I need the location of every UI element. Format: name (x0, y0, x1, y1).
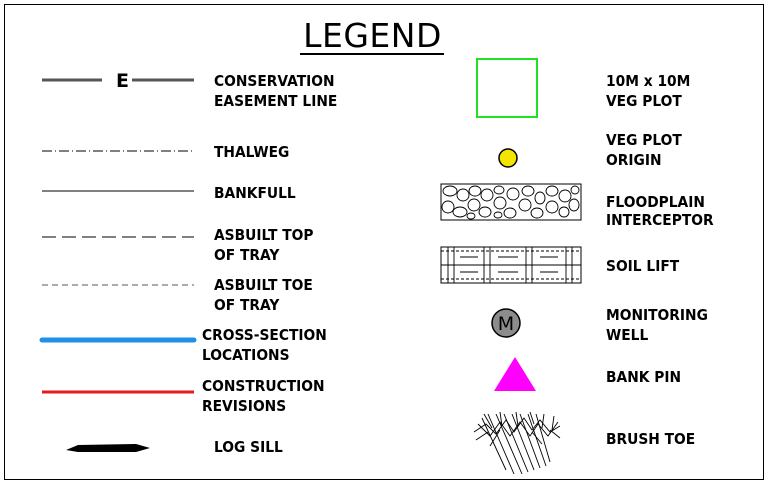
bankfull-line-symbol (38, 183, 198, 199)
cross-section-line-symbol (38, 332, 198, 348)
construction-label-2: REVISIONS (202, 397, 287, 415)
cross-section-label-1: CROSS-SECTION (202, 326, 327, 344)
veg-plot-label-2: VEG PLOT (606, 92, 682, 110)
veg-plot-origin-label-1: VEG PLOT (606, 131, 682, 149)
veg-plot-origin-circle-symbol (496, 146, 520, 170)
floodplain-label-1: FLOODPLAIN (606, 193, 705, 211)
asbuilt-top-label-1: ASBUILT TOP (214, 226, 314, 244)
log-sill-label: LOG SILL (214, 438, 283, 456)
asbuilt-top-label-2: OF TRAY (214, 246, 280, 264)
easement-marker-label: E (116, 70, 129, 92)
soil-lift-label: SOIL LIFT (606, 257, 680, 275)
thalweg-line-symbol (38, 143, 198, 159)
bank-pin-triangle-symbol (492, 354, 540, 394)
asbuilt-toe-label-1: ASBUILT TOE (214, 276, 313, 294)
veg-plot-origin-label-2: ORIGIN (606, 151, 662, 169)
construction-label-1: CONSTRUCTION (202, 377, 325, 395)
log-sill-symbol (64, 440, 154, 456)
conservation-label-2: EASEMENT LINE (214, 92, 338, 110)
conservation-easement-line-symbol (38, 68, 198, 92)
conservation-label-1: CONSERVATION (214, 72, 335, 90)
construction-revisions-line-symbol (38, 384, 198, 400)
monitoring-well-label-2: WELL (606, 326, 649, 344)
asbuilt-top-line-symbol (38, 229, 198, 245)
legend-title-underline (300, 53, 444, 55)
monitoring-well-label-1: MONITORING (606, 306, 708, 324)
monitoring-well-symbol (490, 307, 522, 339)
brush-toe-symbol (470, 410, 566, 482)
veg-plot-square-symbol (472, 56, 542, 120)
cross-section-label-2: LOCATIONS (202, 346, 290, 364)
floodplain-interceptor-symbol (440, 183, 582, 221)
bank-pin-label: BANK PIN (606, 368, 682, 386)
floodplain-label-2: INTERCEPTOR (606, 211, 714, 229)
legend-title: LEGEND (303, 16, 442, 55)
monitoring-well-marker-label: M (497, 313, 515, 335)
veg-plot-label-1: 10M x 10M (606, 72, 691, 90)
thalweg-label: THALWEG (214, 143, 290, 161)
bankfull-label: BANKFULL (214, 184, 296, 202)
asbuilt-toe-label-2: OF TRAY (214, 296, 280, 314)
soil-lift-symbol (440, 245, 582, 285)
brush-toe-label: BRUSH TOE (606, 430, 696, 448)
asbuilt-toe-line-symbol (38, 277, 198, 293)
